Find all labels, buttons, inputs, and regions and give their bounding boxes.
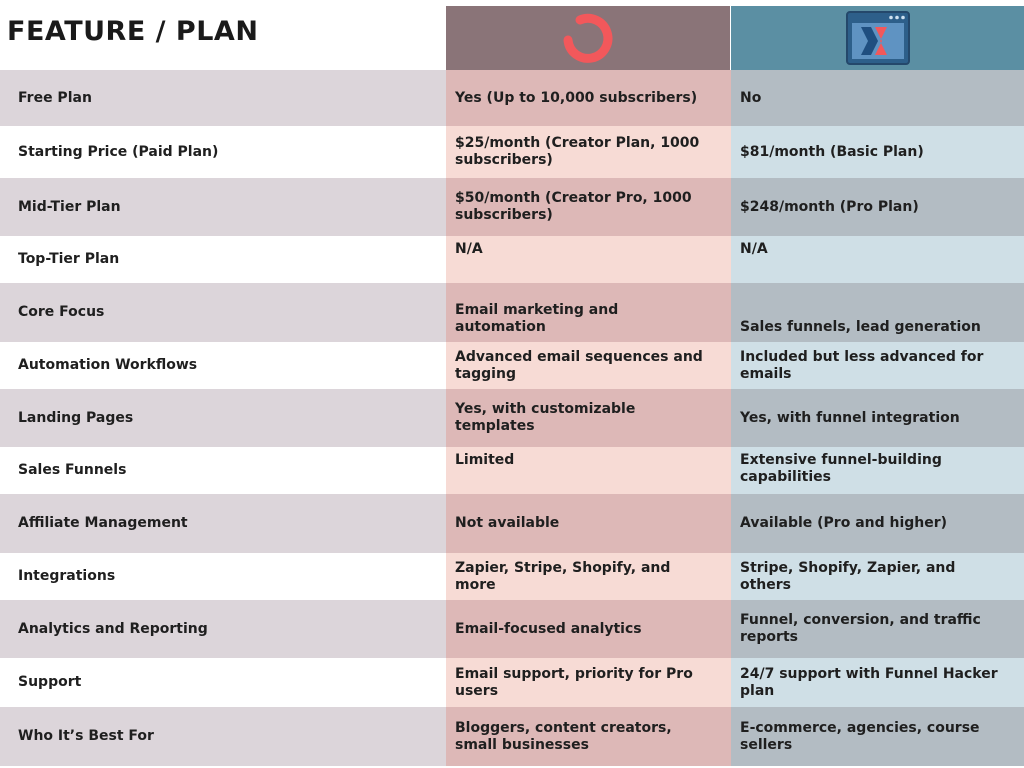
clickfunnels-value: $248/month (Pro Plan) <box>731 178 1024 236</box>
table-row <box>0 447 1024 494</box>
feature-label: Starting Price (Paid Plan) <box>0 126 446 178</box>
feature-label: Mid-Tier Plan <box>0 178 446 236</box>
clickfunnels-value: Yes, with funnel integration <box>731 389 1024 447</box>
clickfunnels-logo-icon <box>845 10 911 66</box>
convertkit-value: Limited <box>446 447 731 494</box>
convertkit-value: Zapier, Stripe, Shopify, and more <box>446 553 731 600</box>
table-row <box>0 178 1024 236</box>
clickfunnels-value: Included but less advanced for emails <box>731 342 1024 389</box>
convertkit-value: Email support, priority for Pro users <box>446 658 731 707</box>
clickfunnels-value: 24/7 support with Funnel Hacker plan <box>731 658 1024 707</box>
table-row <box>0 658 1024 707</box>
clickfunnels-value: Extensive funnel-building capabilities <box>731 447 1024 494</box>
clickfunnels-value: No <box>731 70 1024 126</box>
convertkit-logo-icon <box>556 6 620 70</box>
page-title: FEATURE / PLAN <box>7 16 259 47</box>
table-row <box>0 707 1024 766</box>
convertkit-value: $50/month (Creator Pro, 1000 subscribers) <box>446 178 731 236</box>
table-header <box>0 0 1024 70</box>
convertkit-value: Not available <box>446 494 731 553</box>
feature-label: Top-Tier Plan <box>0 236 446 283</box>
convertkit-header-cell <box>446 6 730 70</box>
clickfunnels-value: Sales funnels, lead generation <box>731 283 1024 342</box>
feature-label: Core Focus <box>0 283 446 342</box>
feature-label: Free Plan <box>0 70 446 126</box>
feature-label: Integrations <box>0 553 446 600</box>
table-row <box>0 553 1024 600</box>
convertkit-value: Advanced email sequences and tagging <box>446 342 731 389</box>
clickfunnels-value: N/A <box>731 236 1024 283</box>
table-row <box>0 236 1024 283</box>
convertkit-value: Bloggers, content creators, small businesses <box>446 707 731 766</box>
feature-label: Landing Pages <box>0 389 446 447</box>
convertkit-value: $25/month (Creator Plan, 1000 subscribers) <box>446 126 731 178</box>
convertkit-value: Email marketing and automation <box>446 283 731 342</box>
convertkit-value: Yes, with customizable templates <box>446 389 731 447</box>
clickfunnels-value: Available (Pro and higher) <box>731 494 1024 553</box>
feature-label: Analytics and Reporting <box>0 600 446 658</box>
feature-label: Affiliate Management <box>0 494 446 553</box>
clickfunnels-value: Funnel, conversion, and traffic reports <box>731 600 1024 658</box>
feature-label: Who It’s Best For <box>0 707 446 766</box>
table-row <box>0 600 1024 658</box>
feature-label: Support <box>0 658 446 707</box>
table-row <box>0 283 1024 342</box>
table-row <box>0 494 1024 553</box>
feature-label: Automation Workflows <box>0 342 446 389</box>
clickfunnels-value: E-commerce, agencies, course sellers <box>731 707 1024 766</box>
clickfunnels-value: $81/month (Basic Plan) <box>731 126 1024 178</box>
convertkit-value: Yes (Up to 10,000 subscribers) <box>446 70 731 126</box>
table-row <box>0 389 1024 447</box>
table-row <box>0 342 1024 389</box>
clickfunnels-header-cell <box>731 6 1024 70</box>
table-row <box>0 70 1024 126</box>
feature-label: Sales Funnels <box>0 447 446 494</box>
convertkit-value: Email-focused analytics <box>446 600 731 658</box>
clickfunnels-value: Stripe, Shopify, Zapier, and others <box>731 553 1024 600</box>
table-row <box>0 126 1024 178</box>
convertkit-value: N/A <box>446 236 731 283</box>
